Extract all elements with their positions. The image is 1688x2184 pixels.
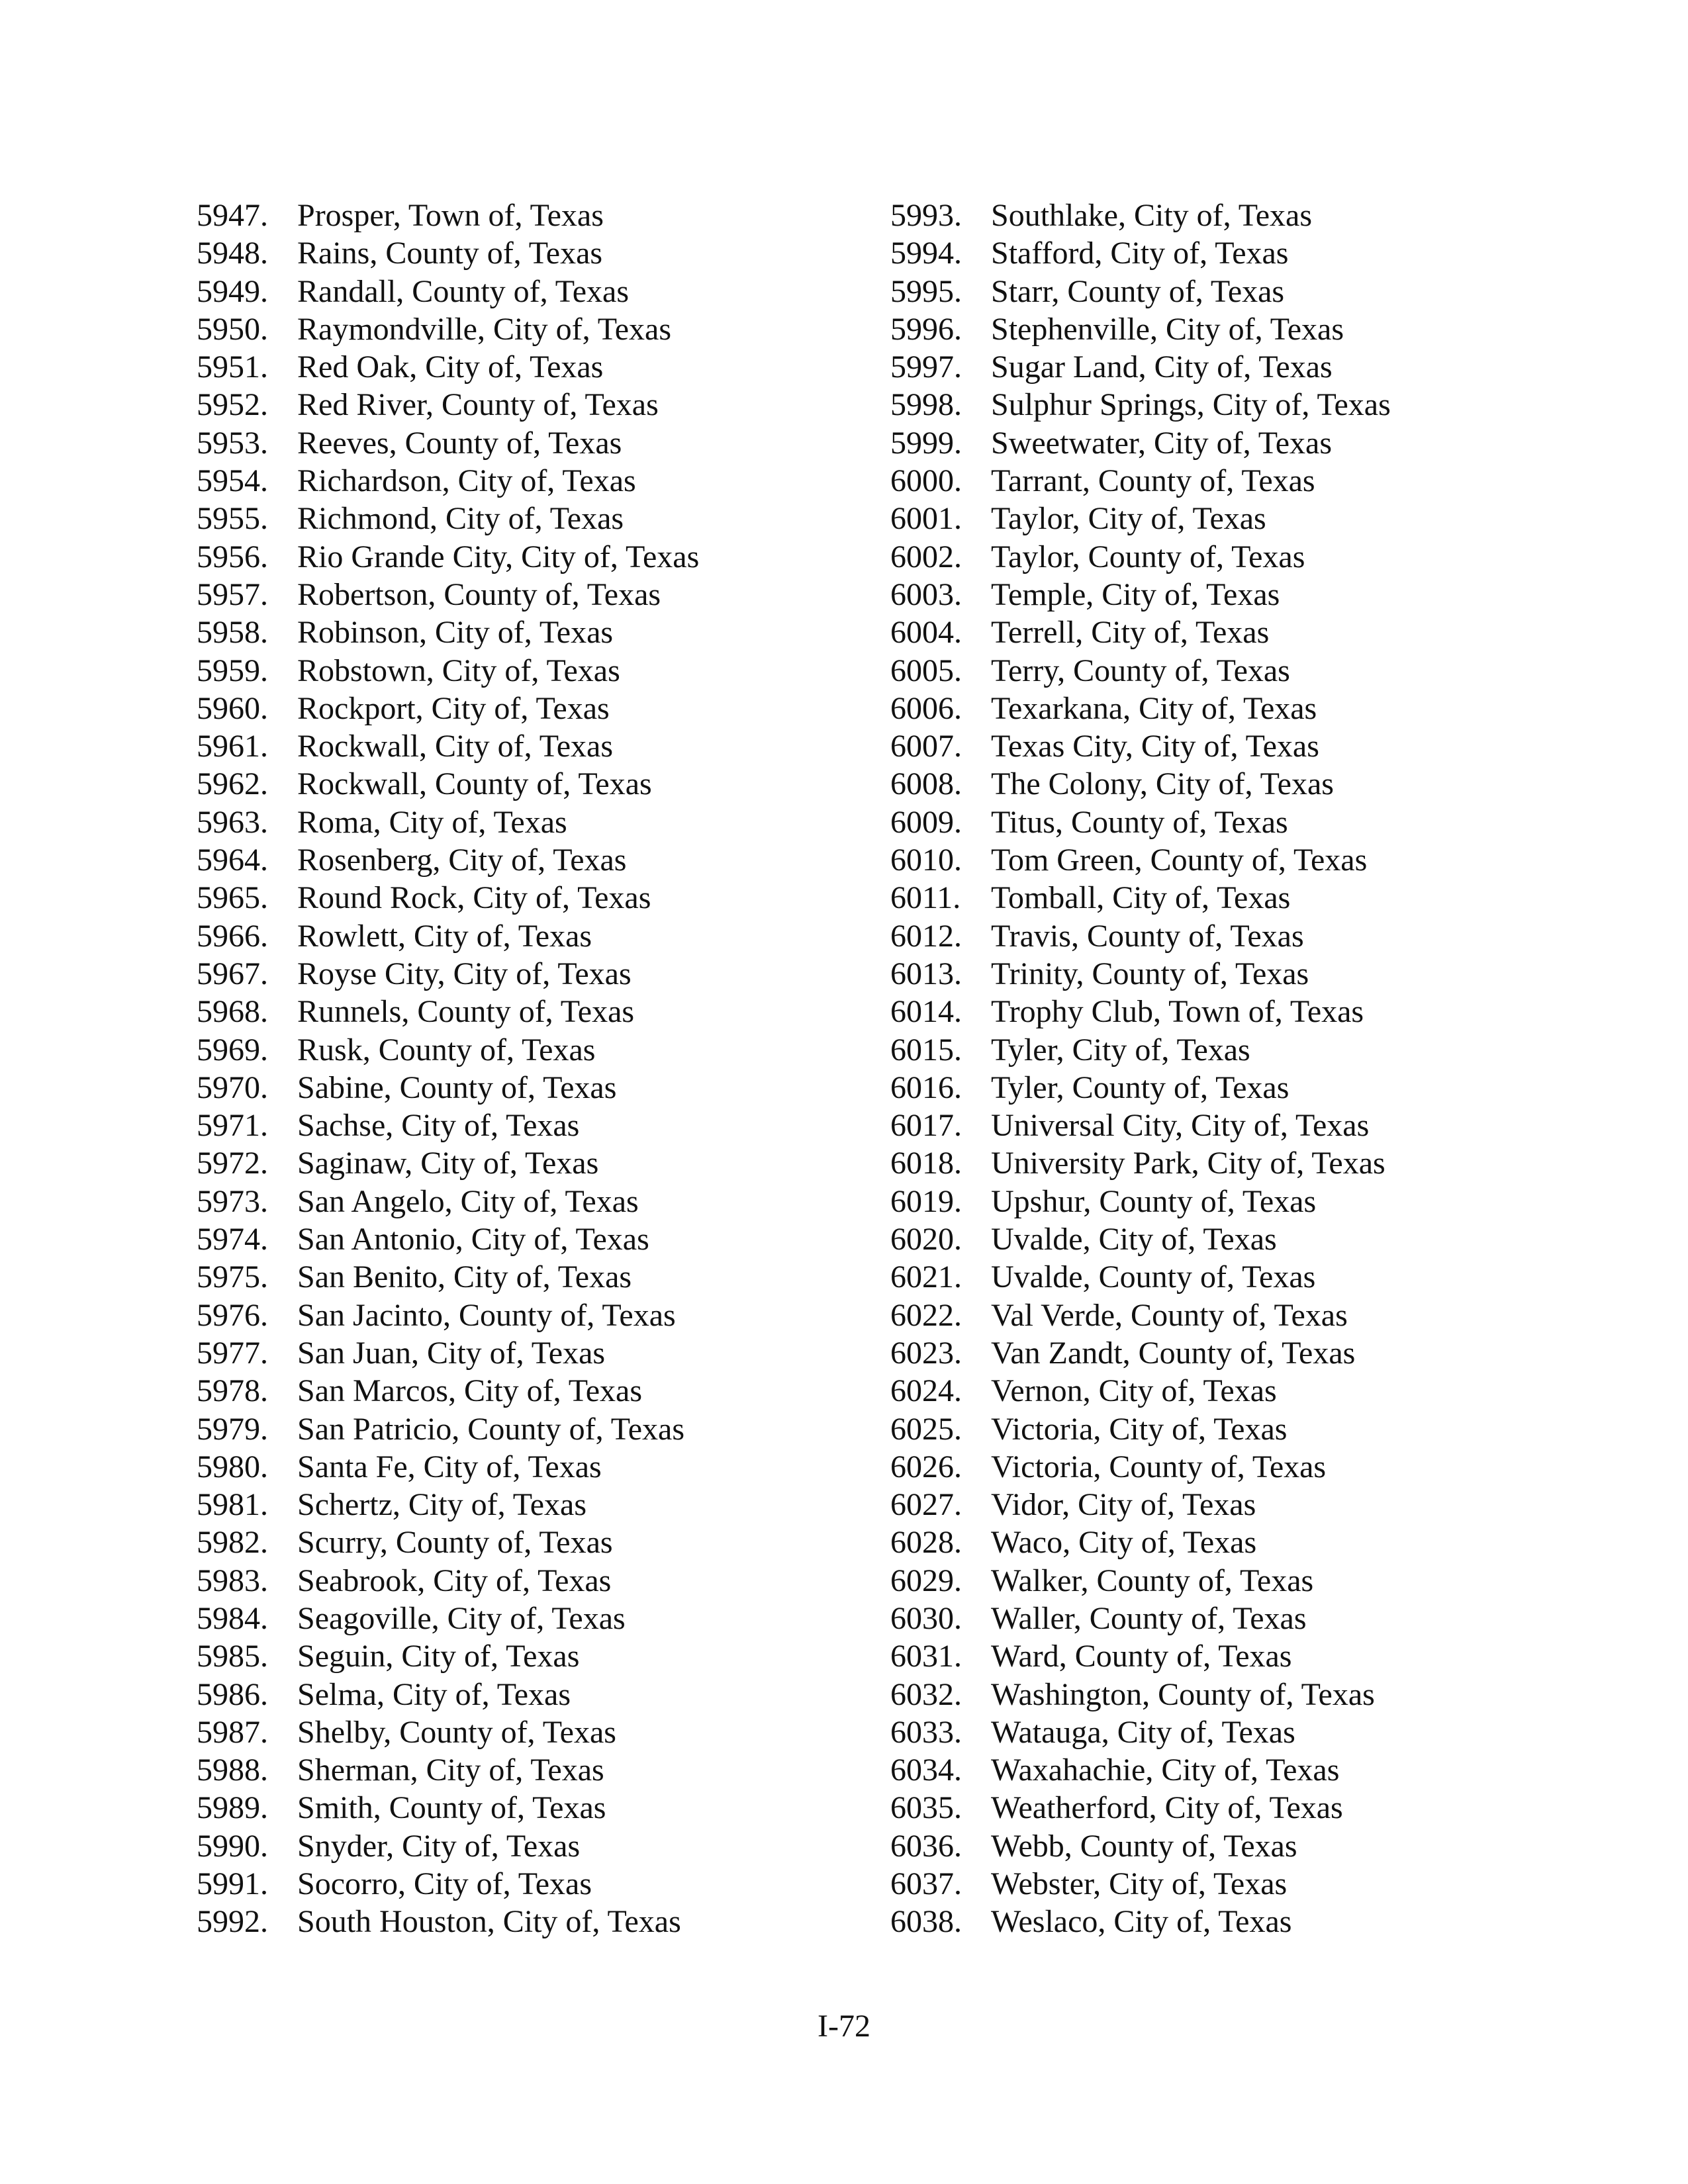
entry-name: Richmond, City of, Texas xyxy=(297,501,624,537)
entry-name: The Colony, City of, Texas xyxy=(991,766,1334,802)
list-item xyxy=(197,1334,859,1372)
list-item xyxy=(890,955,1552,993)
entry-name: Runnels, County of, Texas xyxy=(297,994,635,1030)
list-item xyxy=(197,538,859,576)
list-item xyxy=(890,993,1552,1030)
entry-number: 6005. xyxy=(890,653,962,688)
list-item xyxy=(890,538,1552,576)
entry-number: 5957. xyxy=(197,576,268,612)
entry-name: San Jacinto, County of, Texas xyxy=(297,1297,676,1333)
entry-name: Santa Fe, City of, Texas xyxy=(297,1449,602,1484)
list-item xyxy=(197,993,859,1030)
entry-name: Weslaco, City of, Texas xyxy=(991,1904,1292,1940)
list-item xyxy=(197,576,859,614)
list-item xyxy=(890,1751,1552,1789)
entry-name: Seagoville, City of, Texas xyxy=(297,1600,626,1636)
entry-name: Sabine, County of, Texas xyxy=(297,1069,617,1105)
entry-name: Shelby, County of, Texas xyxy=(297,1714,616,1750)
entry-name: Stephenville, City of, Texas xyxy=(991,311,1344,347)
entry-number: 6009. xyxy=(890,804,962,840)
entry-number: 5981. xyxy=(197,1487,268,1523)
list-item xyxy=(197,614,859,651)
entry-name: Smith, County of, Texas xyxy=(297,1790,606,1826)
entry-number: 5972. xyxy=(197,1146,268,1181)
list-item xyxy=(890,234,1552,272)
entry-number: 6006. xyxy=(890,690,962,726)
list-item xyxy=(197,1524,859,1561)
entry-number: 6014. xyxy=(890,994,962,1030)
entry-number: 5969. xyxy=(197,1032,268,1068)
list-item xyxy=(197,1713,859,1751)
list-item xyxy=(197,1600,859,1637)
list-item xyxy=(197,1258,859,1296)
entry-number: 6019. xyxy=(890,1183,962,1219)
entry-name: Robinson, City of, Texas xyxy=(297,615,614,651)
list-item xyxy=(890,1297,1552,1334)
entry-name: Sherman, City of, Texas xyxy=(297,1752,604,1788)
list-item xyxy=(890,197,1552,234)
list-item xyxy=(197,1372,859,1410)
list-item xyxy=(890,1903,1552,1940)
entry-name: San Benito, City of, Texas xyxy=(297,1259,632,1295)
entry-name: Reeves, County of, Texas xyxy=(297,425,622,461)
list-item xyxy=(197,1637,859,1675)
list-item xyxy=(890,1107,1552,1144)
entry-name: Randall, County of, Texas xyxy=(297,273,630,309)
entry-name: Texas City, City of, Texas xyxy=(991,729,1319,764)
entry-number: 6028. xyxy=(890,1525,962,1561)
entry-name: Tyler, City of, Texas xyxy=(991,1032,1250,1068)
entry-name: Tarrant, County of, Texas xyxy=(991,463,1315,499)
list-item xyxy=(890,1334,1552,1372)
entry-name: Snyder, City of, Texas xyxy=(297,1828,581,1864)
list-item xyxy=(197,1107,859,1144)
entry-name: Sweetwater, City of, Texas xyxy=(991,425,1333,461)
entry-name: Rockwall, County of, Texas xyxy=(297,766,652,802)
entry-number: 6015. xyxy=(890,1032,962,1068)
list-item xyxy=(890,1031,1552,1069)
list-item xyxy=(197,1865,859,1903)
entry-number: 5948. xyxy=(197,236,268,271)
left-column-list xyxy=(197,197,859,1941)
list-item xyxy=(890,1827,1552,1865)
entry-number: 5982. xyxy=(197,1525,268,1561)
entry-number: 6032. xyxy=(890,1676,962,1712)
entry-name: Rusk, County of, Texas xyxy=(297,1032,596,1068)
list-item xyxy=(197,803,859,841)
list-item xyxy=(890,1183,1552,1220)
entry-number: 6000. xyxy=(890,463,962,499)
entry-name: Tyler, County of, Texas xyxy=(991,1069,1289,1105)
entry-name: Taylor, County of, Texas xyxy=(991,539,1305,574)
list-item xyxy=(197,1827,859,1865)
entry-number: 6023. xyxy=(890,1335,962,1371)
entry-name: South Houston, City of, Texas xyxy=(297,1904,681,1940)
list-item xyxy=(197,1144,859,1182)
entry-name: Sugar Land, City of, Texas xyxy=(991,349,1333,385)
entry-name: Socorro, City of, Texas xyxy=(297,1866,592,1902)
entry-number: 5953. xyxy=(197,425,268,461)
entry-name: San Angelo, City of, Texas xyxy=(297,1183,639,1219)
entry-number: 6001. xyxy=(890,501,962,537)
entry-name: Robstown, City of, Texas xyxy=(297,653,620,688)
entry-number: 5975. xyxy=(197,1259,268,1295)
list-item xyxy=(890,879,1552,917)
entry-name: Universal City, City of, Texas xyxy=(991,1108,1370,1144)
entry-number: 5970. xyxy=(197,1069,268,1105)
entry-name: Rio Grande City, City of, Texas xyxy=(297,539,700,574)
entry-number: 6020. xyxy=(890,1222,962,1257)
list-item xyxy=(890,273,1552,310)
entry-number: 5959. xyxy=(197,653,268,688)
entry-number: 5980. xyxy=(197,1449,268,1484)
entry-number: 6026. xyxy=(890,1449,962,1484)
entry-number: 5993. xyxy=(890,198,962,233)
entry-number: 6022. xyxy=(890,1297,962,1333)
list-item xyxy=(890,386,1552,424)
entry-number: 5973. xyxy=(197,1183,268,1219)
entry-name: Red River, County of, Texas xyxy=(297,387,659,423)
entry-number: 6010. xyxy=(890,842,962,878)
list-item xyxy=(197,1903,859,1940)
list-item xyxy=(890,1486,1552,1524)
entry-name: Trinity, County of, Texas xyxy=(991,956,1309,991)
entry-name: Rains, County of, Texas xyxy=(297,236,603,271)
entry-number: 6011. xyxy=(890,880,961,916)
entry-number: 6029. xyxy=(890,1563,962,1598)
list-item xyxy=(197,841,859,879)
entry-number: 6034. xyxy=(890,1752,962,1788)
entry-number: 5958. xyxy=(197,615,268,651)
entry-name: Uvalde, City of, Texas xyxy=(991,1222,1277,1257)
list-item xyxy=(890,765,1552,803)
list-item xyxy=(890,500,1552,537)
entry-name: Tomball, City of, Texas xyxy=(991,880,1291,916)
entry-number: 6018. xyxy=(890,1146,962,1181)
list-item xyxy=(890,310,1552,348)
entry-name: Southlake, City of, Texas xyxy=(991,198,1313,233)
list-item xyxy=(890,841,1552,879)
list-item xyxy=(197,1183,859,1220)
list-item xyxy=(890,652,1552,690)
entry-number: 5968. xyxy=(197,994,268,1030)
entry-name: Tom Green, County of, Texas xyxy=(991,842,1368,878)
list-item xyxy=(890,1372,1552,1410)
entry-name: Waller, County of, Texas xyxy=(991,1600,1307,1636)
entry-number: 6033. xyxy=(890,1714,962,1750)
list-item xyxy=(890,1524,1552,1561)
entry-name: Round Rock, City of, Texas xyxy=(297,880,651,916)
list-item xyxy=(890,690,1552,727)
entry-number: 5974. xyxy=(197,1222,268,1257)
list-item xyxy=(890,1676,1552,1713)
entry-name: Travis, County of, Texas xyxy=(991,918,1304,954)
entry-name: Texarkana, City of, Texas xyxy=(991,690,1317,726)
entry-name: Victoria, City of, Texas xyxy=(991,1411,1288,1447)
entry-name: Val Verde, County of, Texas xyxy=(991,1297,1348,1333)
entry-number: 5951. xyxy=(197,349,268,385)
list-item xyxy=(197,273,859,310)
list-item xyxy=(197,500,859,537)
entry-name: Roma, City of, Texas xyxy=(297,804,567,840)
list-item xyxy=(890,1789,1552,1827)
entry-number: 5964. xyxy=(197,842,268,878)
list-item xyxy=(890,424,1552,462)
entry-number: 5971. xyxy=(197,1108,268,1144)
entry-number: 5952. xyxy=(197,387,268,423)
entry-name: Rosenberg, City of, Texas xyxy=(297,842,627,878)
list-item xyxy=(890,1220,1552,1258)
entry-number: 6002. xyxy=(890,539,962,574)
entry-name: Royse City, City of, Texas xyxy=(297,956,632,991)
entry-number: 5977. xyxy=(197,1335,268,1371)
list-item xyxy=(890,1637,1552,1675)
entry-number: 5949. xyxy=(197,273,268,309)
entry-name: San Antonio, City of, Texas xyxy=(297,1222,649,1257)
entry-name: Watauga, City of, Texas xyxy=(991,1714,1295,1750)
entry-number: 5955. xyxy=(197,501,268,537)
entry-name: Washington, County of, Texas xyxy=(991,1676,1375,1712)
list-item xyxy=(890,462,1552,500)
list-item xyxy=(197,690,859,727)
entry-name: San Patricio, County of, Texas xyxy=(297,1411,685,1447)
list-item xyxy=(197,765,859,803)
list-item xyxy=(890,1069,1552,1107)
entry-number: 6024. xyxy=(890,1373,962,1409)
entry-number: 5987. xyxy=(197,1714,268,1750)
entry-name: Walker, County of, Texas xyxy=(991,1563,1314,1598)
list-item xyxy=(197,1562,859,1600)
list-item xyxy=(890,1865,1552,1903)
entry-number: 5984. xyxy=(197,1600,268,1636)
entry-number: 5966. xyxy=(197,918,268,954)
entry-name: Terry, County of, Texas xyxy=(991,653,1290,688)
list-item xyxy=(197,1789,859,1827)
entry-name: Raymondville, City of, Texas xyxy=(297,311,672,347)
entry-number: 6007. xyxy=(890,729,962,764)
entry-number: 6037. xyxy=(890,1866,962,1902)
entry-name: San Marcos, City of, Texas xyxy=(297,1373,643,1409)
entry-number: 5954. xyxy=(197,463,268,499)
entry-number: 5956. xyxy=(197,539,268,574)
list-item xyxy=(890,1410,1552,1448)
entry-number: 5979. xyxy=(197,1411,268,1447)
entry-number: 6027. xyxy=(890,1487,962,1523)
entry-name: Rockport, City of, Texas xyxy=(297,690,610,726)
entry-number: 6035. xyxy=(890,1790,962,1826)
entry-number: 6003. xyxy=(890,576,962,612)
list-item xyxy=(197,955,859,993)
entry-name: Uvalde, County of, Texas xyxy=(991,1259,1316,1295)
page-number: I-72 xyxy=(818,2009,870,2044)
entry-number: 6016. xyxy=(890,1069,962,1105)
entry-number: 5986. xyxy=(197,1676,268,1712)
list-item xyxy=(197,234,859,272)
list-item xyxy=(890,614,1552,651)
right-column-list xyxy=(890,197,1552,1941)
entry-name: Vidor, City of, Texas xyxy=(991,1487,1256,1523)
entry-name: Starr, County of, Texas xyxy=(991,273,1285,309)
entry-name: Sulphur Springs, City of, Texas xyxy=(991,387,1391,423)
list-item xyxy=(890,1562,1552,1600)
list-item xyxy=(197,386,859,424)
entry-name: Upshur, County of, Texas xyxy=(991,1183,1317,1219)
list-item xyxy=(197,1031,859,1069)
entry-number: 5997. xyxy=(890,349,962,385)
list-item xyxy=(197,1220,859,1258)
list-item xyxy=(197,652,859,690)
list-item xyxy=(890,348,1552,386)
entry-name: San Juan, City of, Texas xyxy=(297,1335,606,1371)
entry-name: Seabrook, City of, Texas xyxy=(297,1563,612,1598)
list-item xyxy=(197,424,859,462)
entry-number: 5991. xyxy=(197,1866,268,1902)
list-item xyxy=(197,197,859,234)
list-item xyxy=(197,917,859,955)
entry-number: 6025. xyxy=(890,1411,962,1447)
entry-name: Ward, County of, Texas xyxy=(991,1639,1292,1674)
entry-number: 5967. xyxy=(197,956,268,991)
entry-number: 5989. xyxy=(197,1790,268,1826)
entry-number: 5995. xyxy=(890,273,962,309)
entry-name: Vernon, City of, Texas xyxy=(991,1373,1277,1409)
entry-number: 6013. xyxy=(890,956,962,991)
list-item xyxy=(197,1410,859,1448)
entry-number: 5978. xyxy=(197,1373,268,1409)
entry-name: Weatherford, City of, Texas xyxy=(991,1790,1343,1826)
list-item xyxy=(890,1258,1552,1296)
entry-name: Waco, City of, Texas xyxy=(991,1525,1257,1561)
list-item xyxy=(197,1751,859,1789)
entry-number: 6036. xyxy=(890,1828,962,1864)
entry-number: 5965. xyxy=(197,880,268,916)
entry-number: 5950. xyxy=(197,311,268,347)
list-item xyxy=(197,1297,859,1334)
entry-number: 5962. xyxy=(197,766,268,802)
entry-name: Terrell, City of, Texas xyxy=(991,615,1270,651)
list-item xyxy=(197,1069,859,1107)
entry-name: Richardson, City of, Texas xyxy=(297,463,636,499)
list-item xyxy=(890,917,1552,955)
entry-number: 5994. xyxy=(890,236,962,271)
list-item xyxy=(197,879,859,917)
entry-number: 5990. xyxy=(197,1828,268,1864)
list-item xyxy=(890,1448,1552,1486)
entry-number: 6038. xyxy=(890,1904,962,1940)
entry-number: 6017. xyxy=(890,1108,962,1144)
entry-name: Temple, City of, Texas xyxy=(991,576,1280,612)
entry-name: Robertson, County of, Texas xyxy=(297,576,661,612)
entry-name: Stafford, City of, Texas xyxy=(991,236,1289,271)
entry-number: 5992. xyxy=(197,1904,268,1940)
list-item xyxy=(197,1448,859,1486)
entry-name: Sachse, City of, Texas xyxy=(297,1108,580,1144)
list-item xyxy=(197,1676,859,1713)
entry-number: 5998. xyxy=(890,387,962,423)
entry-number: 6012. xyxy=(890,918,962,954)
entry-number: 5960. xyxy=(197,690,268,726)
list-item xyxy=(890,803,1552,841)
list-item xyxy=(890,727,1552,765)
entry-name: Van Zandt, County of, Texas xyxy=(991,1335,1356,1371)
entry-name: Webster, City of, Texas xyxy=(991,1866,1288,1902)
entry-number: 6008. xyxy=(890,766,962,802)
entry-name: Scurry, County of, Texas xyxy=(297,1525,613,1561)
entry-number: 6021. xyxy=(890,1259,962,1295)
entry-name: Red Oak, City of, Texas xyxy=(297,349,604,385)
list-item xyxy=(197,310,859,348)
list-item xyxy=(890,1600,1552,1637)
entry-name: Rowlett, City of, Texas xyxy=(297,918,592,954)
entry-number: 5961. xyxy=(197,729,268,764)
entry-name: Prosper, Town of, Texas xyxy=(297,198,604,233)
list-item xyxy=(197,462,859,500)
entry-name: University Park, City of, Texas xyxy=(991,1146,1385,1181)
entry-name: Titus, County of, Texas xyxy=(991,804,1288,840)
entry-number: 5947. xyxy=(197,198,268,233)
entry-number: 5999. xyxy=(890,425,962,461)
entry-name: Waxahachie, City of, Texas xyxy=(991,1752,1340,1788)
entry-name: Saginaw, City of, Texas xyxy=(297,1146,599,1181)
entry-number: 5985. xyxy=(197,1639,268,1674)
list-item xyxy=(197,348,859,386)
entry-number: 6031. xyxy=(890,1639,962,1674)
list-item xyxy=(197,727,859,765)
list-item xyxy=(197,1486,859,1524)
entry-name: Victoria, County of, Texas xyxy=(991,1449,1327,1484)
list-item xyxy=(890,1713,1552,1751)
entry-name: Selma, City of, Texas xyxy=(297,1676,571,1712)
entry-name: Rockwall, City of, Texas xyxy=(297,729,614,764)
list-item xyxy=(890,1144,1552,1182)
entry-name: Taylor, City of, Texas xyxy=(991,501,1266,537)
entry-number: 6004. xyxy=(890,615,962,651)
entry-number: 5963. xyxy=(197,804,268,840)
entry-number: 6030. xyxy=(890,1600,962,1636)
entry-name: Seguin, City of, Texas xyxy=(297,1639,580,1674)
entry-number: 5988. xyxy=(197,1752,268,1788)
entry-number: 5976. xyxy=(197,1297,268,1333)
list-item xyxy=(890,576,1552,614)
entry-name: Schertz, City of, Texas xyxy=(297,1487,586,1523)
entry-name: Webb, County of, Texas xyxy=(991,1828,1297,1864)
entry-name: Trophy Club, Town of, Texas xyxy=(991,994,1364,1030)
entry-number: 5983. xyxy=(197,1563,268,1598)
entry-number: 5996. xyxy=(890,311,962,347)
